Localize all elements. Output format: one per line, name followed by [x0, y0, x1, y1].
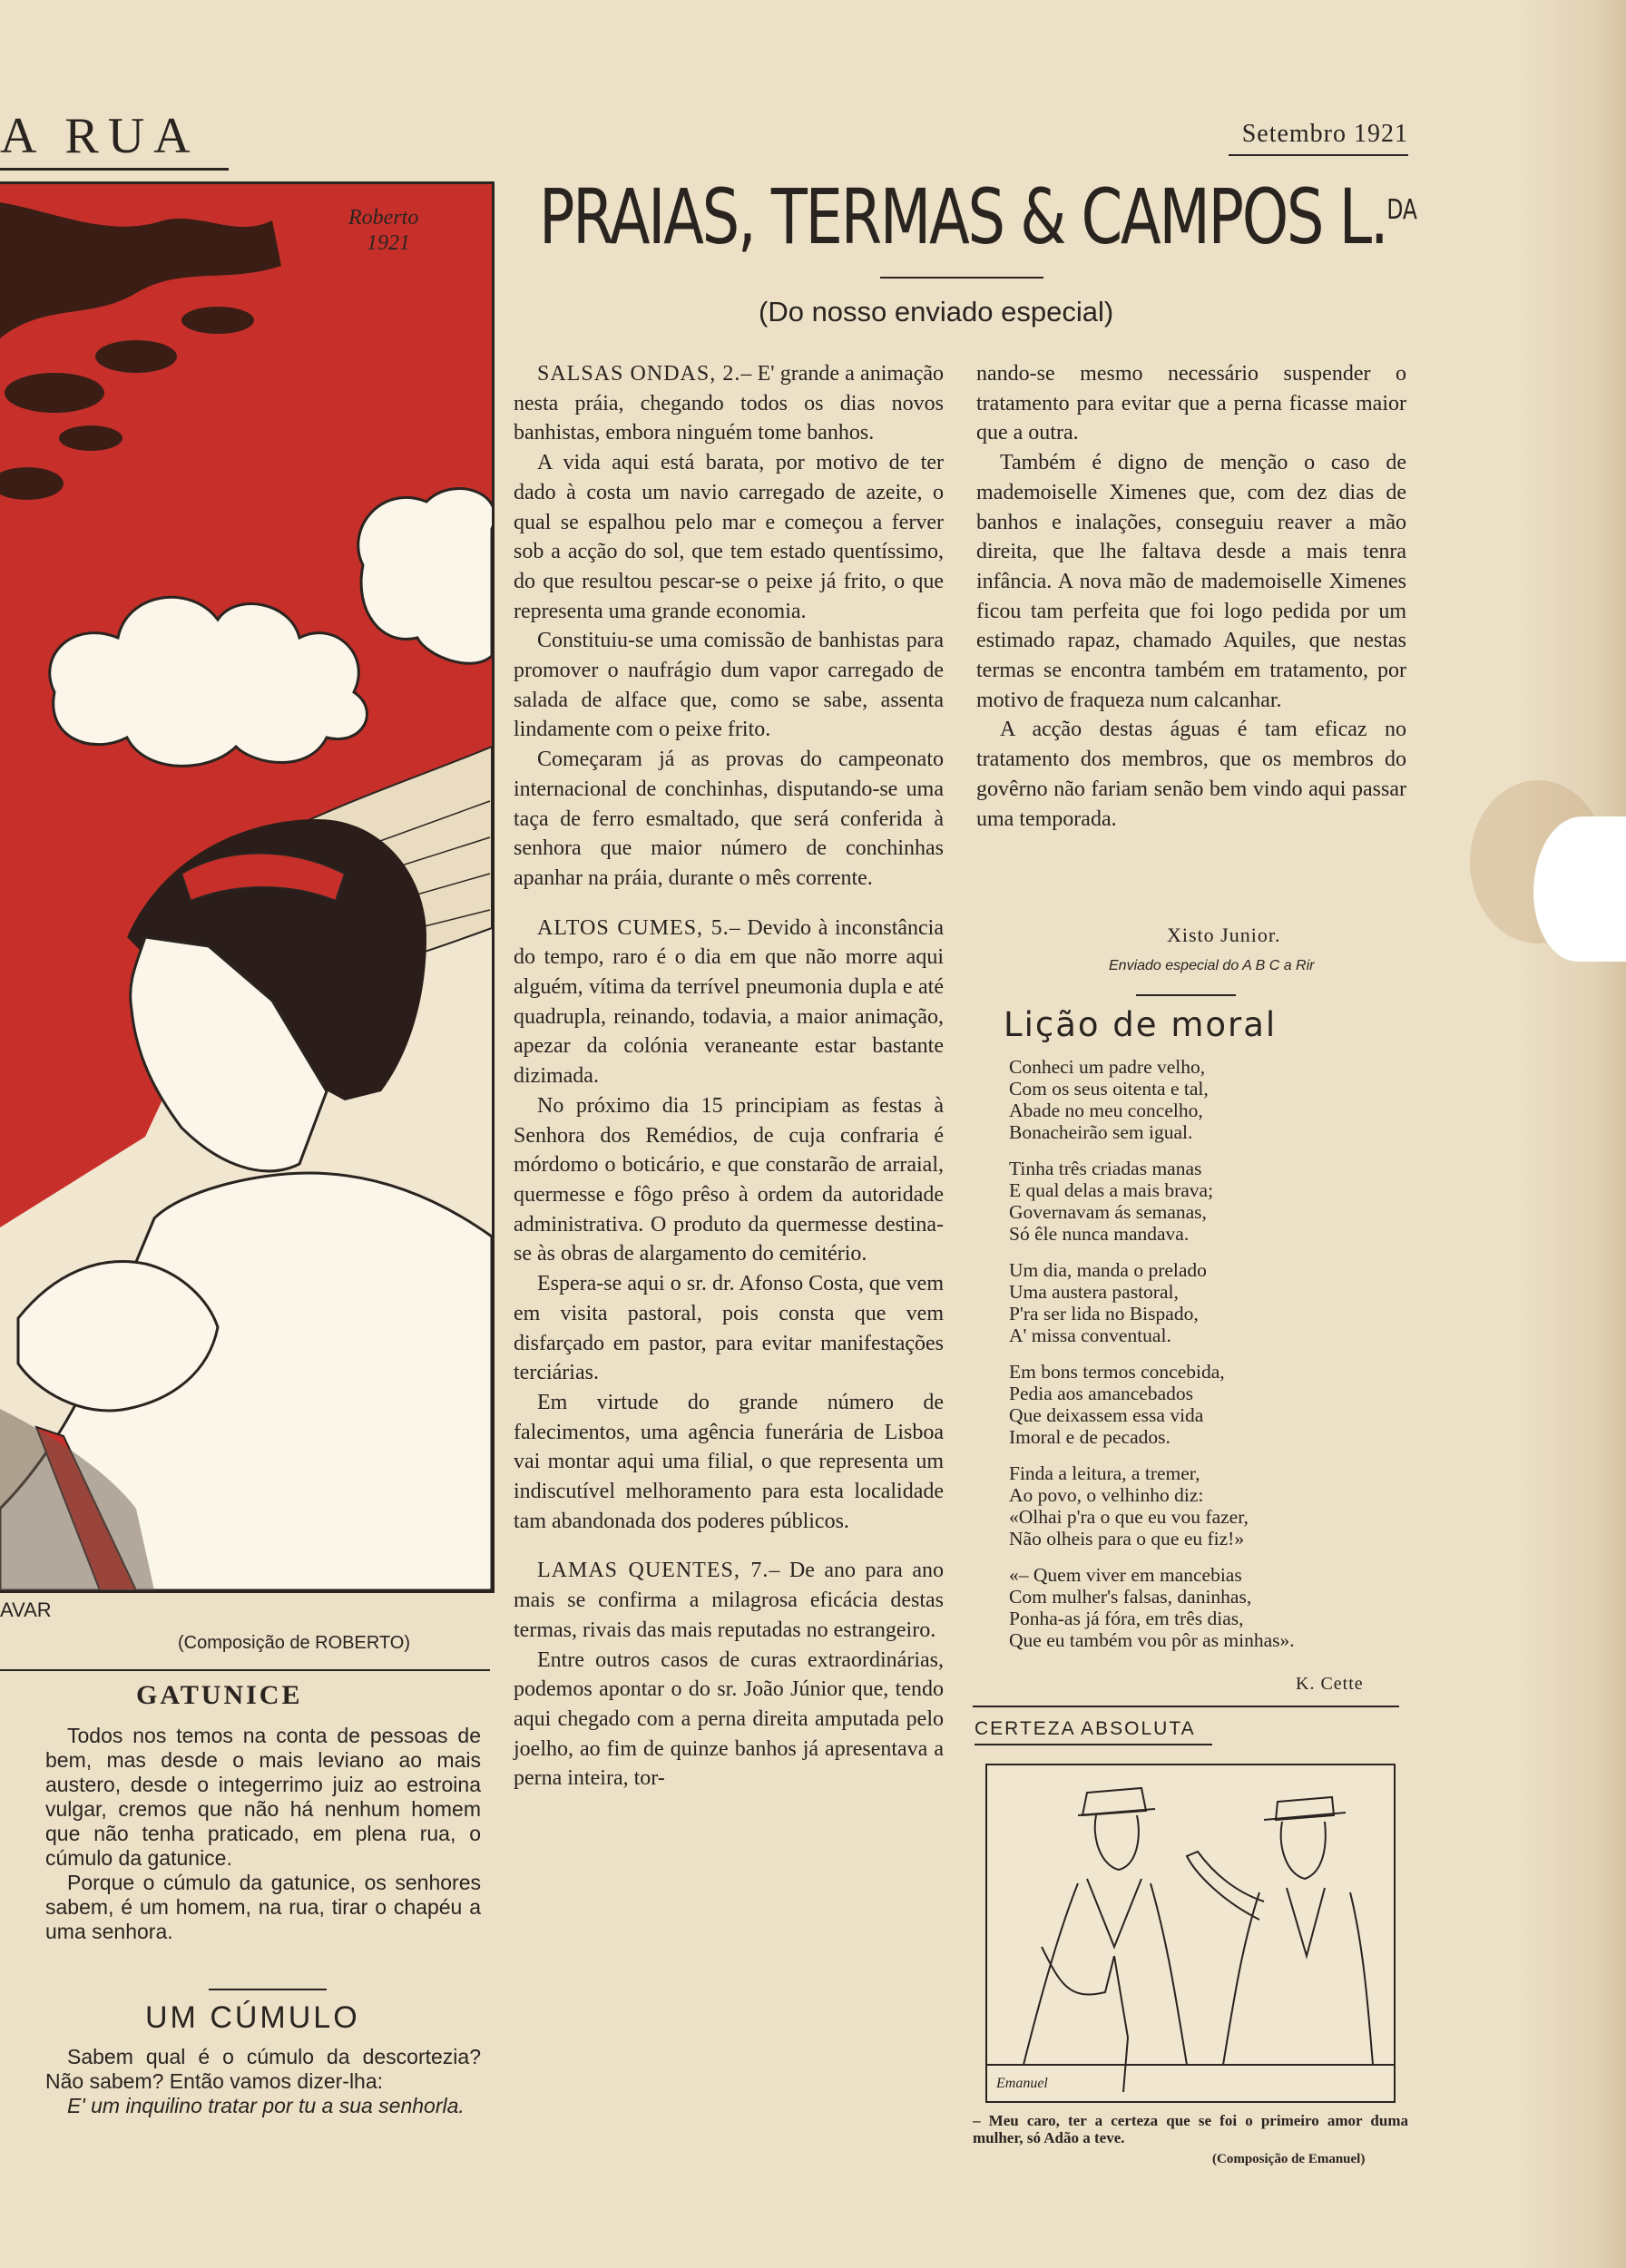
licao-title: Lição de moral	[1004, 1005, 1278, 1044]
place-heading: SALSAS ONDAS, 2.	[537, 362, 741, 386]
poem-stanza	[1009, 1259, 1408, 1346]
poem-line: Bonacheirão sem igual.	[1009, 1121, 1193, 1143]
poem-line: Abade no meu concelho,	[1009, 1100, 1203, 1121]
cartoon-drawing	[987, 1765, 1394, 2101]
poem-line: Um dia, manda o prelado	[1009, 1259, 1207, 1281]
gatunice-paragraph: Todos nos temos na conta de pessoas de bem, mas desde o mais leviano ao mais austero, desde o integerrimo juiz ao estroina vulgar, cremos que não há nenhum homem que não tenha praticado, em plena rua, o cúmulo da gatunice.	[45, 1724, 481, 1870]
paper-hole	[1533, 816, 1626, 962]
article-title-text: PRAIAS, TERMAS & CAMPOS L.	[539, 172, 1387, 261]
place-heading: ALTOS CUMES, 5.	[537, 915, 730, 940]
article-paragraph: Espera-se aqui o sr. dr. Afonso Costa, que vem em visita pastoral, pois consta que vem disfarçado em pastor, para evitar manifestações terciárias.	[514, 1272, 944, 1385]
article-paragraph: A acção destas águas é tam eficaz no tratamento dos membros, que os membros do govêrno não fariam senão bem vindo aqui passar uma temporada.	[976, 718, 1406, 831]
poem-line: E qual delas a mais brava;	[1009, 1179, 1214, 1201]
cartoon-signature: Emanuel	[996, 2076, 1048, 2091]
ornament-rule	[1136, 994, 1236, 996]
poem-stanza	[1009, 1564, 1408, 1651]
article-paragraph: LAMAS QUENTES, 7.– De ano para ano mais se confirma a milagrosa eficácia destas termas, rivais das mais reputadas no estrangeiro.	[514, 1559, 944, 1642]
poem-line: Governavam ás semanas,	[1009, 1201, 1207, 1223]
issue-date: Setembro 1921	[1241, 120, 1408, 148]
paper-edge	[1517, 0, 1626, 2268]
article-column-1	[514, 359, 944, 1794]
poem-line: Que deixassem essa vida	[1009, 1404, 1204, 1426]
poem-stanza	[1009, 1462, 1408, 1549]
poem-line: Tinha três criadas manas	[1009, 1158, 1202, 1179]
poem-author: K. Cette	[1296, 1674, 1364, 1694]
ornament-rule	[209, 1989, 327, 1990]
illustration-caption: AVAR	[0, 1598, 52, 1621]
right-rule	[973, 1706, 1399, 1707]
poem-line: Pedia aos amancebados	[1009, 1383, 1193, 1404]
cartoon-illustration	[985, 1764, 1396, 2103]
poem-line: Ponha-as já fóra, em três dias,	[1009, 1608, 1244, 1629]
certeza-rule	[975, 1744, 1212, 1745]
article-paragraph: SALSAS ONDAS, 2.– E' grande a animação nesta práia, chegando todos os dias novos banhistas, embora ninguém tome banhos.	[514, 362, 944, 445]
article-subtitle: (Do nosso enviado especial)	[759, 296, 1114, 327]
poem-line: Uma austera pastoral,	[1009, 1281, 1179, 1303]
article-paragraph: ALTOS CUMES, 5.– Devido à inconstância do tempo, raro é o dia em que não morre aqui alguém, vítima da terrível pneumonia dupla e até quadrupla, reinando, todavia, a maior animação, apezar da colónia veraneante estar bastante dizimada.	[514, 915, 944, 1089]
article-paragraph: Entre outros casos de curas extraordinárias, podemos apontar o do sr. João Júnior que, tendo aqui chegado com a perna direita amputada pelo joelho, ao fim de quinze banhos já apresentava a perna inteira, tor-	[514, 1647, 944, 1791]
article-column-2	[976, 359, 1406, 834]
illustration-composition: (Composição de ROBERTO)	[178, 1633, 411, 1653]
poem	[1009, 1056, 1408, 1666]
poem-line: Em bons termos concebida,	[1009, 1361, 1225, 1383]
cumulo-paragraph: Sabem qual é o cúmulo da descortezia? Não sabem? Então vamos dizer-lha:	[45, 2045, 481, 2093]
title-rule	[880, 277, 1043, 279]
article-paragraph: Constituiu-se uma comissão de banhistas para promover o naufrágio dum vapor carregado de salada de alface que, como se sabe, assenta lindamente com o peixe frito.	[514, 629, 944, 742]
poem-stanza	[1009, 1056, 1408, 1143]
poem-line: A' missa conventual.	[1009, 1325, 1171, 1346]
cumulo-title: UM CÚMULO	[145, 2000, 360, 2035]
poem-line: Ao povo, o velhinho diz:	[1009, 1484, 1204, 1506]
article-paragraph: No próximo dia 15 principiam as festas à Senhora dos Remédios, de cuja confraria é mórdomo o boticário, e que constarão de arraial, quermesse e fôgo prêso à ordem da autoridade administrativa. O produto da quermesse destina-se às obras de alargamento do cemitério.	[514, 1093, 944, 1266]
article-paragraph: Também é digno de menção o caso de mademoiselle Ximenes que, com dez dias de banhos e inalações, conseguiu reaver a mão direita, que lhe faltava desde a mais tenra infância. A nova mão de mademoiselle Ximenes ficou tam perfeita que foi logo pedida por um estimado rapaz, chamado Aquiles, que nestas termas se encontra também em tratamento, por motivo de fraqueza num calcanhar.	[976, 451, 1406, 712]
poem-line: Finda a leitura, a tremer,	[1009, 1462, 1200, 1484]
article-paragraph: Em virtude do grande número de falecimentos, uma agência funerária de Lisboa vai montar aqui uma filial, o que representa um indiscutível melhoramento para esta localidade tam abandonada dos poderes públicos.	[514, 1390, 944, 1533]
poem-line: Com mulher's falsas, daninhas,	[1009, 1586, 1252, 1608]
poem-line: Conheci um padre velho,	[1009, 1056, 1206, 1078]
cartoon-caption: – Meu caro, ter a certeza que se foi o primeiro amor duma mulher, só Adão a teve.	[973, 2112, 1408, 2146]
illustration-drawing	[0, 184, 492, 1590]
article-paragraph: Começaram já as provas do campeonato internacional de conchinhas, disputando-se uma taça de ferro esmaltado, que será conferida à senhora que maior número de conchinhas apanhar na práia, durante o mês corrente.	[514, 748, 944, 890]
poem-line: Com os seus oitenta e tal,	[1009, 1078, 1209, 1100]
article-title	[539, 172, 1417, 261]
certeza-title: CERTEZA ABSOLUTA	[975, 1718, 1196, 1739]
gatunice-paragraph: Porque o cúmulo da gatunice, os senhores sabem, é um homem, na rua, tirar o chapéu a uma senhora.	[45, 1871, 481, 1943]
masthead: A RUA	[0, 108, 200, 164]
svg-text:1921: 1921	[367, 231, 410, 255]
svg-text:Roberto: Roberto	[348, 206, 419, 230]
poem-line: Imoral e de pecados.	[1009, 1426, 1171, 1448]
poem-stanza	[1009, 1361, 1408, 1448]
masthead-rule	[0, 168, 229, 171]
article-paragraph: nando-se mesmo necessário suspender o tratamento para evitar que a perna ficasse maior que a outra.	[976, 362, 1406, 445]
poem-line: Não olheis para o que eu fiz!»	[1009, 1528, 1245, 1549]
left-rule	[0, 1669, 490, 1671]
poem-line: «– Quem viver em mancebias	[1009, 1564, 1242, 1586]
cumulo-text	[45, 2045, 481, 2118]
poem-stanza	[1009, 1158, 1408, 1245]
poem-line: Que eu também vou pôr as minhas».	[1009, 1629, 1295, 1651]
poem-line: Só êle nunca mandava.	[1009, 1223, 1190, 1245]
place-heading: LAMAS QUENTES, 7.	[537, 1559, 769, 1583]
cover-illustration	[0, 181, 495, 1593]
article-paragraph: A vida aqui está barata, por motivo de ter dado à costa um navio carregado de azeite, o qual se espalhou pelo mar e começou a ferver sob a acção do sol, que tem estado quentíssimo, do que resultou pescar-se o peixe já frito, o que representa uma grande economia.	[514, 451, 944, 623]
cartoon-composition: (Composição de Emanuel)	[1212, 2152, 1366, 2166]
article-signature: Xisto Junior.	[1167, 924, 1281, 946]
cumulo-paragraph: E' um inquilino tratar por tu a sua senhorla.	[67, 2094, 465, 2117]
article-title-superscript: DA	[1386, 194, 1417, 226]
poem-line: P'ra ser lida no Bispado,	[1009, 1303, 1199, 1325]
date-rule	[1229, 154, 1408, 156]
signature-note: Enviado especial do A B C a Rir	[1109, 958, 1315, 973]
poem-line: «Olhai p'ra o que eu vou fazer,	[1009, 1506, 1249, 1528]
gatunice-text	[45, 1724, 481, 1944]
gatunice-title: GATUNICE	[136, 1680, 303, 1710]
